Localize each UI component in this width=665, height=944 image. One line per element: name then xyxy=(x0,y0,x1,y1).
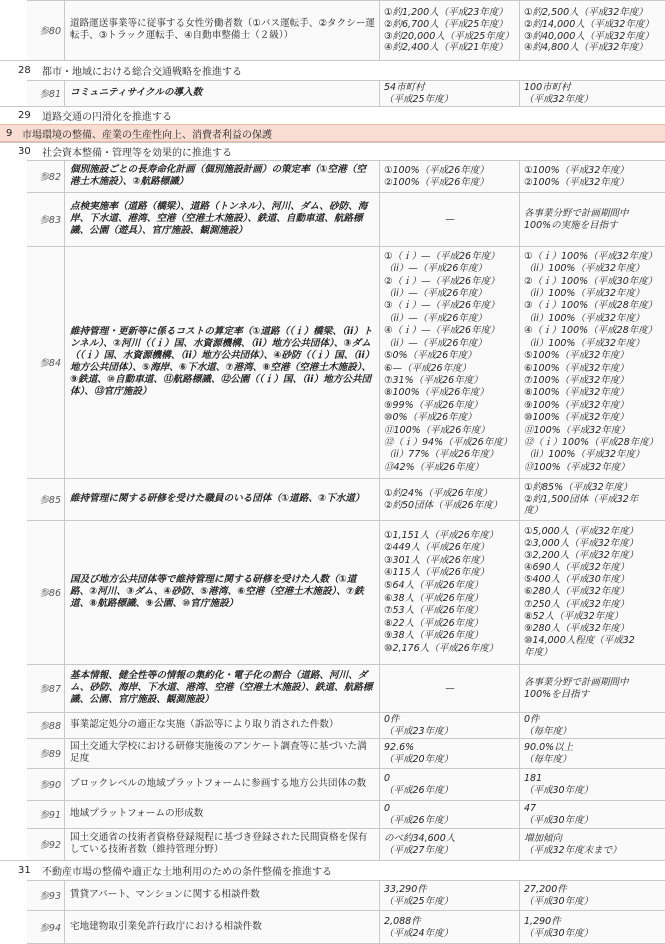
value-line: ②3,000人（平成32年度） xyxy=(524,538,639,550)
section-title: 道路交通の円滑化を推進する xyxy=(42,112,172,123)
value-line: ⑤64人（平成26年度） xyxy=(384,579,484,591)
value-line: ①5,000人（平成32年度） xyxy=(524,525,639,537)
value-line: 100市町村 xyxy=(524,81,571,93)
indicator-row-89 xyxy=(0,738,665,768)
indicator-target xyxy=(520,828,665,860)
value-line: （毎年度） xyxy=(524,725,572,737)
indicator-name: 点検実施率（道路（橋梁）、道路（トンネル）、河川、ダム、砂防、海岸、下水道、港湾、空港（空港土木施設）、鉄道、自動車道、航路標識、公園（遊具）、官庁施設、観測施設） xyxy=(65,192,380,246)
value-line: ⑩0%（平成26年度） xyxy=(384,412,477,424)
value-line: 度） xyxy=(524,505,544,517)
indicator-baseline xyxy=(380,664,520,712)
value-line: ②（ｉ）—（平成26年度） xyxy=(384,275,500,287)
value-line: ④約4,800人（平成32年度） xyxy=(524,42,648,54)
indicator-ref: 参81 xyxy=(27,80,65,106)
value-line: ⑩2,176人（平成26年度） xyxy=(384,642,499,654)
value-line: 33,290件 xyxy=(384,883,427,895)
indicator-target xyxy=(520,192,665,246)
indicator-name: コミュニティサイクルの導入数 xyxy=(65,80,380,106)
value-line: ①約24%（平成26年度） xyxy=(384,487,493,499)
indicator-ref: 参83 xyxy=(27,192,65,246)
value-line: 0 xyxy=(384,772,391,784)
indicator-row-93 xyxy=(0,880,665,910)
value-line: ⑬100%（平成32年度） xyxy=(524,461,630,473)
indicator-baseline xyxy=(380,910,520,944)
value-line: 0 xyxy=(384,802,391,814)
value-line: 100%の実施を目指す xyxy=(524,219,618,231)
indicator-ref: 参82 xyxy=(27,160,65,192)
indicator-target xyxy=(520,664,665,712)
indicator-baseline xyxy=(380,246,520,478)
indicator-ref: 参80 xyxy=(27,0,65,60)
indicator-row-86 xyxy=(0,520,665,664)
value-line: ②100%（平成26年度） xyxy=(384,176,489,188)
value-line: （平成32年度） xyxy=(524,93,594,105)
value-line: （ii）77%（平成26年度） xyxy=(384,449,499,461)
value-line: ④約2,400人（平成21年度） xyxy=(384,42,508,54)
indicator-row-87 xyxy=(0,664,665,712)
value-line: ⑫（ｉ）100%（平成28年度） xyxy=(524,436,659,448)
value-line: （ii）—（平成26年度） xyxy=(384,312,487,324)
value-line: ②（ｉ）100%（平成30年度） xyxy=(524,275,658,287)
value-line: ③約20,000人（平成25年度） xyxy=(384,30,514,42)
value-line: ⑤100%（平成32年度） xyxy=(524,350,629,362)
value-line: ⑩100%（平成32年度） xyxy=(524,412,629,424)
value-line: ④690人（平成32年度） xyxy=(524,562,630,574)
indicator-row-91 xyxy=(0,800,665,828)
section-heading-9 xyxy=(0,124,665,142)
value-line: 年度） xyxy=(524,646,553,658)
value-line: 27,200件 xyxy=(524,883,567,895)
value-line: （ii）100%（平成32年度） xyxy=(524,337,645,349)
value-line: ②100%（平成32年度） xyxy=(524,176,629,188)
indicator-target xyxy=(520,910,665,944)
indicator-ref: 参93 xyxy=(27,880,65,910)
indicator-name: 賃貸アパート、マンションに関する相談件数 xyxy=(65,880,380,910)
value-line: ④（ｉ）—（平成26年度） xyxy=(384,325,500,337)
value-line: ⑥100%（平成32年度） xyxy=(524,362,629,374)
indicator-target xyxy=(520,800,665,828)
value-line: 各事業分野で計画期間中 xyxy=(524,676,629,688)
value-line: ⑧52人（平成32年度） xyxy=(524,610,624,622)
value-line: ⑨38人（平成26年度） xyxy=(384,630,484,642)
value-line: （ii）100%（平成32年度） xyxy=(524,288,645,300)
value-line: ⑪100%（平成26年度） xyxy=(384,424,490,436)
section-number: 29 xyxy=(18,110,31,121)
value-line: 92.6% xyxy=(384,741,415,753)
indicator-baseline xyxy=(380,478,520,520)
indicator-name: 地域プラットフォームの形成数 xyxy=(65,800,380,828)
indicator-row-83 xyxy=(0,192,665,246)
indicator-target xyxy=(520,768,665,800)
indicator-target xyxy=(520,0,665,60)
value-line: ①約85%（平成32年度） xyxy=(524,481,633,493)
section-title: 不動産市場の整備や適正な土地利用のための条件整備を推進する xyxy=(42,867,332,878)
indicator-row-90 xyxy=(0,768,665,800)
value-line: 0件 xyxy=(524,713,540,725)
value-line: ①100%（平成26年度） xyxy=(384,164,489,176)
indicator-name: ブロックレベルの地域プラットフォームに参画する地方公共団体の数 xyxy=(65,768,380,800)
value-line: （平成30年度） xyxy=(524,814,594,826)
indicator-target xyxy=(520,738,665,768)
value-line: ⑦53人（平成26年度） xyxy=(384,605,484,617)
indicator-ref: 参86 xyxy=(27,520,65,664)
indicator-baseline xyxy=(380,192,520,246)
section-heading-31 xyxy=(0,860,665,880)
value-line: ④（ｉ）100%（平成28年度） xyxy=(524,325,658,337)
value-line: ⑥280人（平成32年度） xyxy=(524,586,630,598)
value-line: ③（ｉ）—（平成26年度） xyxy=(384,300,500,312)
value-line: ③約40,000人（平成32年度） xyxy=(524,30,654,42)
indicator-baseline xyxy=(380,800,520,828)
value-line: 54市町村 xyxy=(384,81,425,93)
indicator-baseline xyxy=(380,828,520,860)
indicator-name: 個別施設ごとの長寿命化計画（個別施設計画）の策定率（①空港（空港土木施設）、②航路標識） xyxy=(65,160,380,192)
value-line: ②約14,000人（平成32年度） xyxy=(524,18,654,30)
value-line: ⑬42%（平成26年度） xyxy=(384,461,484,473)
indicator-ref: 参88 xyxy=(27,712,65,738)
value-line: ⑨100%（平成32年度） xyxy=(524,399,629,411)
value-line: ①（ｉ）—（平成26年度） xyxy=(384,250,500,262)
value-line: ②449人（平成26年度） xyxy=(384,542,490,554)
value-line: ②約50団体（平成26年度） xyxy=(384,499,503,511)
indicator-baseline xyxy=(380,0,520,60)
indicator-ref: 参84 xyxy=(27,246,65,478)
indicator-target xyxy=(520,712,665,738)
value-line: ①（ｉ）100%（平成32年度） xyxy=(524,250,658,262)
value-line: 各事業分野で計画期間中 xyxy=(524,207,629,219)
indicator-target xyxy=(520,520,665,664)
value-line: 0件 xyxy=(384,713,400,725)
indicator-row-88 xyxy=(0,712,665,738)
indicator-name: 基本情報、健全性等の情報の集約化・電子化の割合（道路、河川、ダム、砂防、海岸、下水道、港湾、空港（空港土木施設）、鉄道、航路標識、公園、官庁施設、観測施設） xyxy=(65,664,380,712)
value-line: ⑦31%（平成26年度） xyxy=(384,374,483,386)
value-line: ③（ｉ）100%（平成28年度） xyxy=(524,300,658,312)
value-line: ①約2,500人（平成32年度） xyxy=(524,6,648,18)
value-line: 100%を目指す xyxy=(524,688,590,700)
value-line: ⑥38人（平成26年度） xyxy=(384,592,484,604)
value-line: （ii）100%（平成32年度） xyxy=(524,312,645,324)
indicator-name: 国及び地方公共団体等で維持管理に関する研修を受けた人数（①道路、②河川、③ダム、④砂防、⑤港湾、⑥空港（空港土木施設）、⑦鉄道、⑧航路標識、⑨公園、⑩官庁施設） xyxy=(65,520,380,664)
value-line: （毎年度） xyxy=(524,753,572,765)
section-number: 28 xyxy=(18,65,31,76)
section-heading-30 xyxy=(0,142,665,160)
value-line: ⑧100%（平成26年度） xyxy=(384,387,489,399)
indicator-name: 国土交通大学校における研修実施後のアンケート調査等に基づいた満足度 xyxy=(65,738,380,768)
indicator-row-92 xyxy=(0,828,665,860)
indicator-name: 宅地建物取引業免許行政庁における相談件数 xyxy=(65,910,380,944)
section-title: 社会資本整備・管理等を効果的に推進する xyxy=(42,148,232,159)
section-heading-28 xyxy=(0,60,665,80)
value-line: （ii）—（平成26年度） xyxy=(384,288,487,300)
indicator-row-94 xyxy=(0,910,665,944)
value-line: ⑦100%（平成32年度） xyxy=(524,374,629,386)
value-line: （平成23年度） xyxy=(384,725,454,737)
value-line: ③301人（平成26年度） xyxy=(384,554,490,566)
value-line: 2,088件 xyxy=(384,915,421,927)
indicator-target xyxy=(520,880,665,910)
value-line: （平成25年度） xyxy=(384,93,454,105)
value-line: ⑨99%（平成26年度） xyxy=(384,399,483,411)
value-line: ②約6,700人（平成25年度） xyxy=(384,18,508,30)
value-line: ①1,151人（平成26年度） xyxy=(384,529,499,541)
indicator-row-80 xyxy=(0,0,665,60)
value-line: 90.0%以上 xyxy=(524,741,574,753)
value-line: ⑧100%（平成32年度） xyxy=(524,387,629,399)
value-line: （ii）100%（平成32年度） xyxy=(524,263,645,275)
value-line: ③2,200人（平成32年度） xyxy=(524,550,639,562)
indicator-baseline xyxy=(380,80,520,106)
value-line: （ii）—（平成26年度） xyxy=(384,337,487,349)
value-line: （平成27年度） xyxy=(384,844,454,856)
value-line: ②約1,500団体（平成32年 xyxy=(524,493,639,505)
value-line: （平成30年度） xyxy=(524,927,594,939)
indicator-baseline xyxy=(380,768,520,800)
section-title: 都市・地域における総合交通戦略を推進する xyxy=(42,67,242,78)
value-line: （平成20年度） xyxy=(384,753,454,765)
value-line: ⑧22人（平成26年度） xyxy=(384,617,484,629)
indicator-ref: 参91 xyxy=(27,800,65,828)
section-number: 30 xyxy=(18,146,31,157)
indicator-baseline xyxy=(380,520,520,664)
indicator-target xyxy=(520,160,665,192)
value-line: 181 xyxy=(524,772,543,784)
indicator-row-82 xyxy=(0,160,665,192)
indicator-ref: 参89 xyxy=(27,738,65,768)
indicator-ref: 参87 xyxy=(27,664,65,712)
indicator-baseline xyxy=(380,738,520,768)
value-line: ⑪100%（平成32年度） xyxy=(524,424,630,436)
indicator-name: 維持管理に関する研修を受けた職員のいる団体（①道路、②下水道） xyxy=(65,478,380,520)
indicator-ref: 参85 xyxy=(27,478,65,520)
indicator-name: 国土交通省の技術者資格登録規程に基づき登録された民間資格を保有している技術者数（維持管理分野） xyxy=(65,828,380,860)
value-line: （平成24年度） xyxy=(384,927,454,939)
indicator-row-85 xyxy=(0,478,665,520)
section-heading-29 xyxy=(0,106,665,124)
value-line: ①約1,200人（平成23年度） xyxy=(384,6,508,18)
indicator-target xyxy=(520,478,665,520)
value-line: （ii）100%（平成32年度） xyxy=(524,449,645,461)
indicator-target xyxy=(520,246,665,478)
section-number: 9 xyxy=(6,127,13,139)
indicator-name: 維持管理・更新等に係るコストの算定率（①道路（（ｉ）橋梁、（ii）トンネル）、②河川（（ｉ）国、水資源機構、（ii）地方公共団体）、③ダム（（ｉ）国、水資源機構、（ii）地方公共団体）、④砂防（（ｉ）国、（ii）地方公共団体）、⑤海岸、⑥下水道、⑦港湾、⑧空港（空港土木施設）、⑨鉄道、⑩自動車道、⑪航路標識、⑫公園（（ｉ）国、（ii）地方公共団体）、⑬官庁施設） xyxy=(65,246,380,478)
section-title: 市場環境の整備、産業の生産性向上、消費者利益の保護 xyxy=(22,129,272,141)
indicator-row-84 xyxy=(0,246,665,478)
value-line: ⑩14,000人程度（平成32 xyxy=(524,634,635,646)
value-line: ⑤0%（平成26年度） xyxy=(384,350,477,362)
indicator-baseline xyxy=(380,160,520,192)
value-line: （平成25年度） xyxy=(384,895,454,907)
section-number: 31 xyxy=(18,865,31,876)
value-line: ⑨280人（平成32年度） xyxy=(524,622,630,634)
indicator-baseline xyxy=(380,712,520,738)
value-line: ④115人（平成26年度） xyxy=(384,567,490,579)
indicator-ref: 参94 xyxy=(27,910,65,944)
indicator-row-81 xyxy=(0,80,665,106)
value-line: （平成32年度末まで） xyxy=(524,844,622,856)
value-line: （ii）—（平成26年度） xyxy=(384,263,487,275)
value-line: 1,290件 xyxy=(524,915,561,927)
value-line: — xyxy=(445,213,455,225)
value-line: （平成26年度） xyxy=(384,814,454,826)
indicator-name: 事業認定処分の適正な実施（訴訟等により取り消された件数） xyxy=(65,712,380,738)
indicator-name: 道路運送事業等に従事する女性労働者数（①バス運転手、②タクシー運転手、③トラック運転手、④自動車整備士（２級）） xyxy=(65,0,380,60)
value-line: 47 xyxy=(524,802,537,814)
value-line: ⑦250人（平成32年度） xyxy=(524,598,630,610)
value-line: ①100%（平成32年度） xyxy=(524,164,629,176)
indicator-baseline xyxy=(380,880,520,910)
indicator-ref: 参92 xyxy=(27,828,65,860)
value-line: 増加傾向 xyxy=(524,832,563,844)
value-line: （平成26年度） xyxy=(384,784,454,796)
indicator-target xyxy=(520,80,665,106)
value-line: （平成30年度） xyxy=(524,784,594,796)
indicator-ref: 参90 xyxy=(27,768,65,800)
value-line: ⑤400人（平成30年度） xyxy=(524,574,630,586)
value-line: — xyxy=(445,682,455,694)
value-line: のべ約34,600人 xyxy=(384,832,456,844)
value-line: ⑥—（平成26年度） xyxy=(384,362,472,374)
value-line: ⑫（ｉ）94%（平成26年度） xyxy=(384,436,513,448)
value-line: （平成30年度） xyxy=(524,895,594,907)
